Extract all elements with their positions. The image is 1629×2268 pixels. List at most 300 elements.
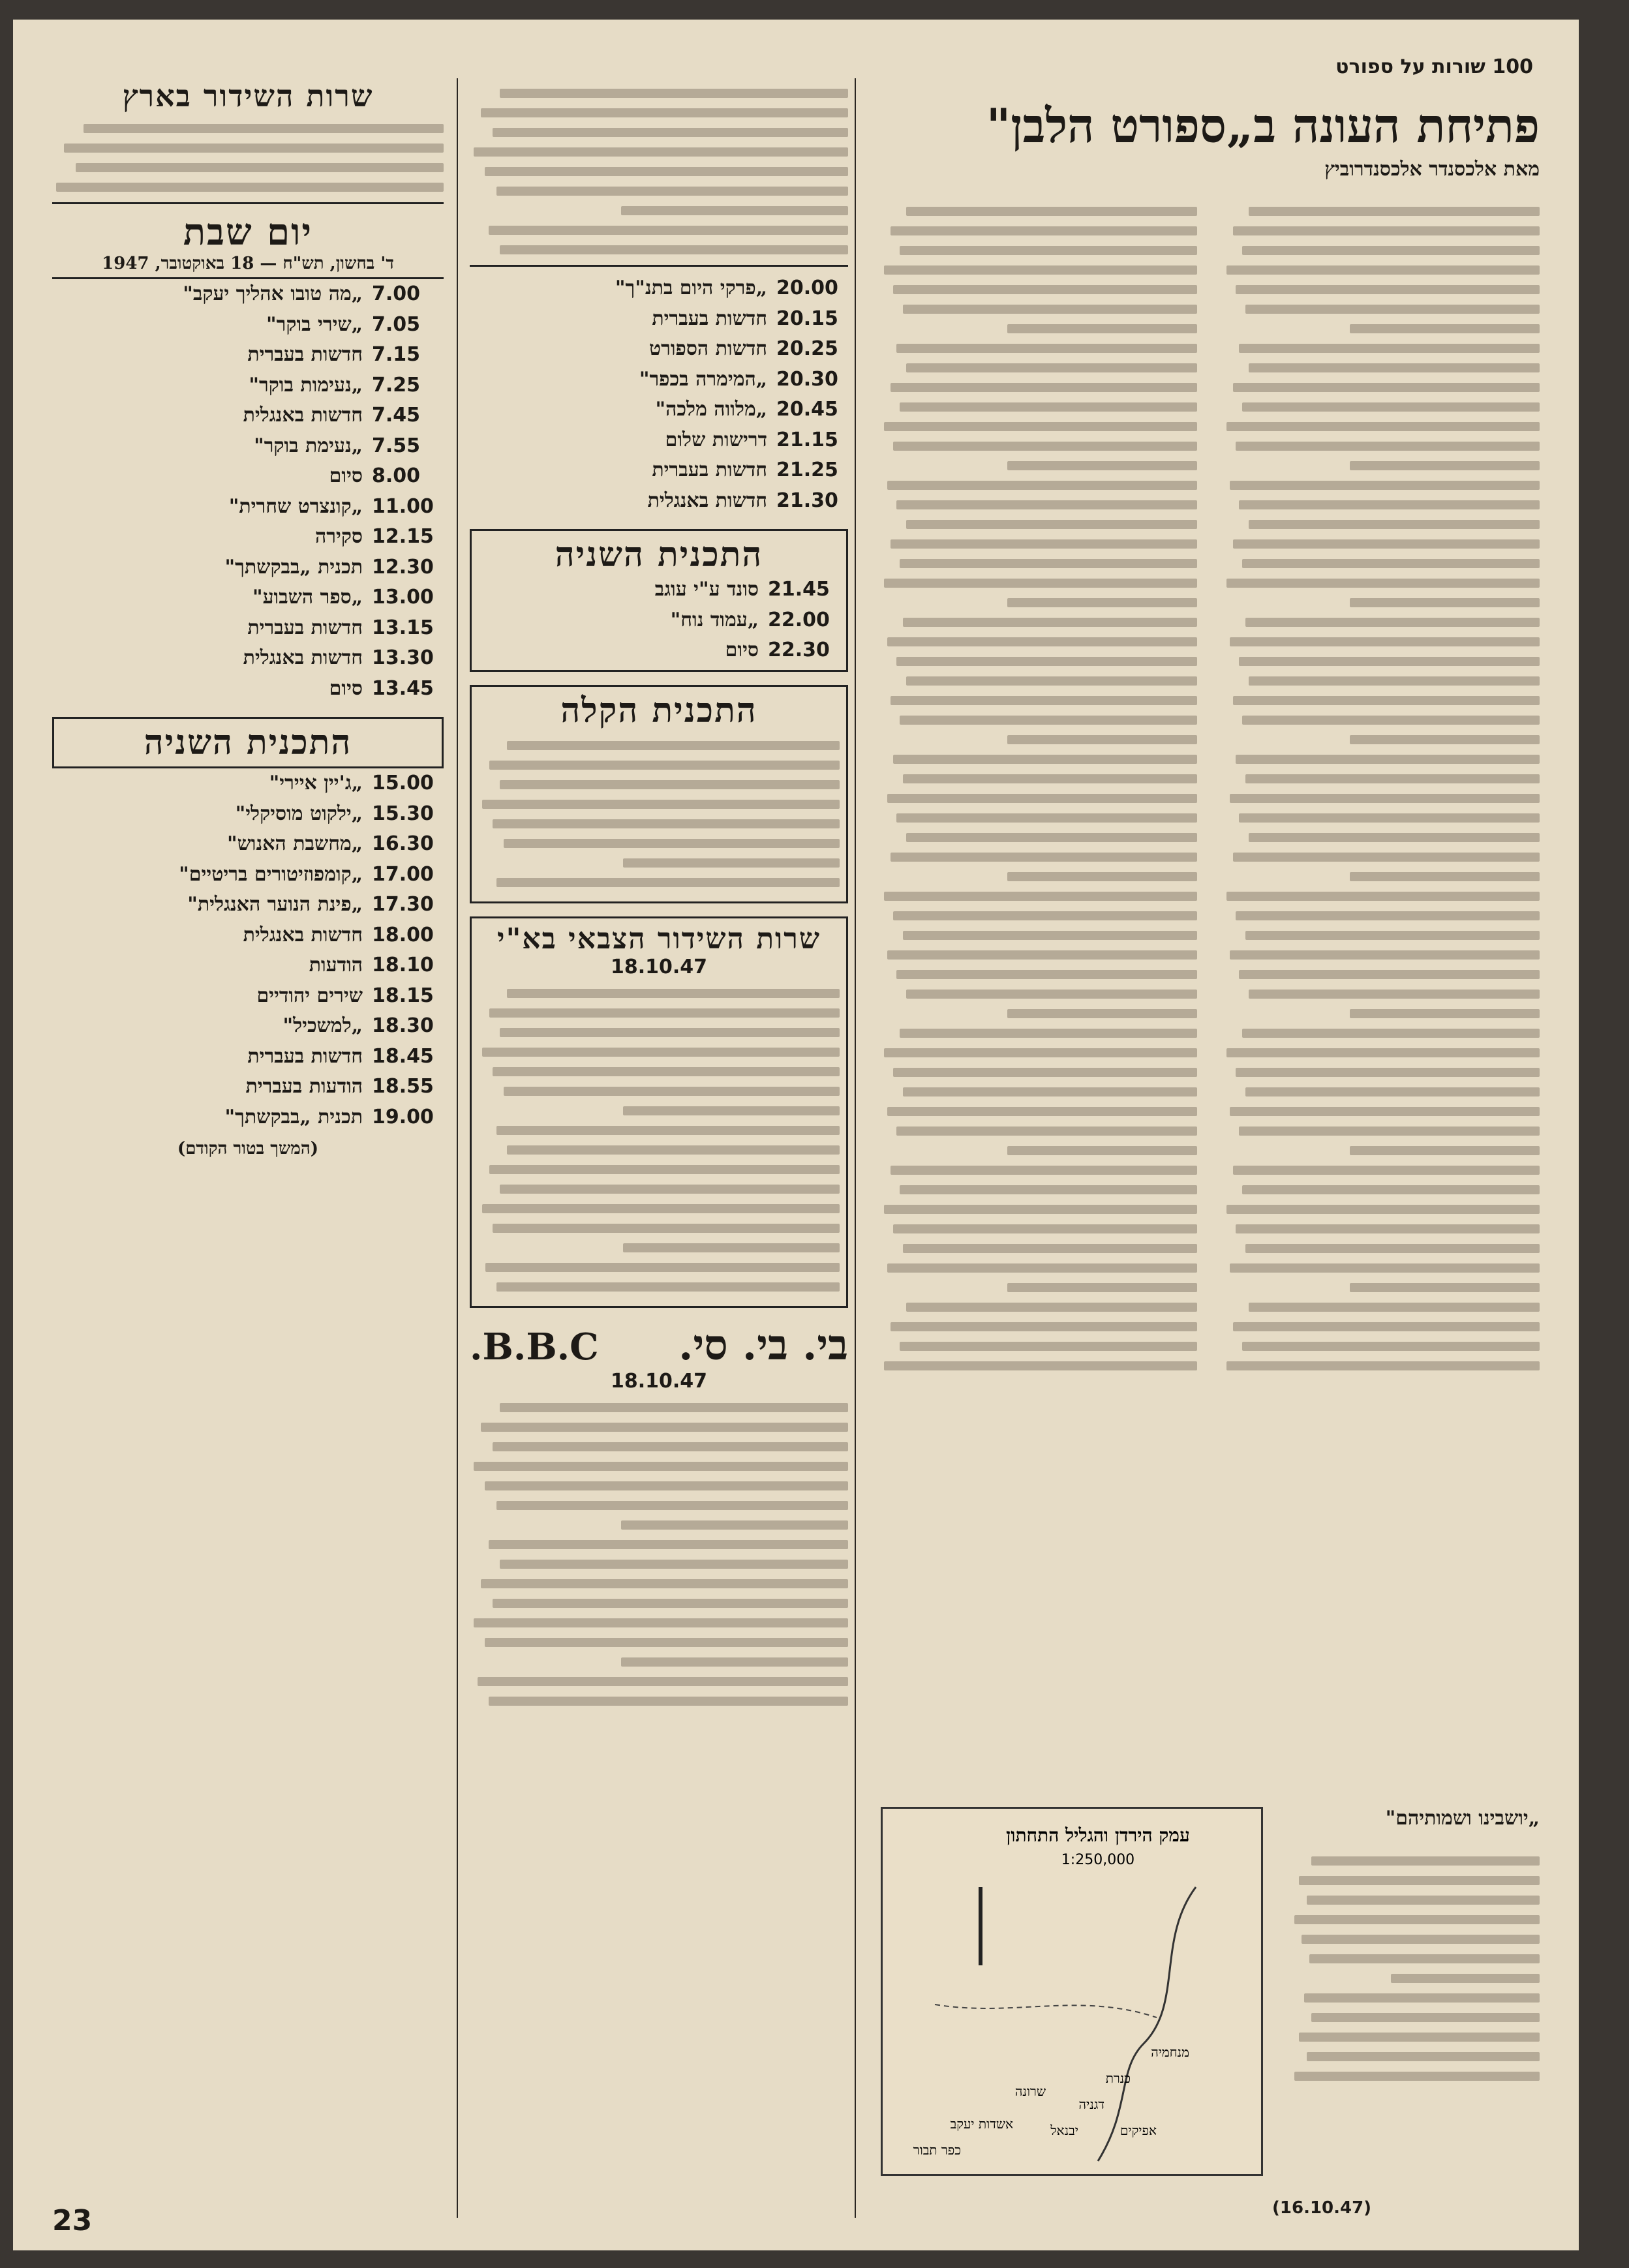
bbc-title-hebrew: בי. בי. סי.: [678, 1320, 848, 1370]
article-text-col-b: [881, 196, 1197, 1381]
article-byline: מאת אלכסנדר אלכסנדרוביץ: [1324, 158, 1540, 181]
schedule-time: 7.15: [372, 343, 421, 366]
text-line: [489, 1540, 848, 1549]
newspaper-page: [13, 20, 1579, 2250]
text-line: [1299, 2033, 1540, 2042]
text-line: [84, 124, 444, 133]
map-place-label: אשדות יעקב: [950, 2116, 1013, 2132]
text-line: [474, 1618, 848, 1627]
text-line: [493, 1224, 840, 1233]
text-line: [485, 1638, 848, 1647]
schedule-time: 18.45: [372, 1044, 434, 1068]
schedule-item: סיום: [329, 464, 363, 487]
text-line: [1245, 1087, 1540, 1096]
text-line: [1226, 265, 1540, 275]
schedule-time: 11.00: [372, 494, 434, 518]
text-line: [496, 878, 840, 887]
text-line: [489, 1697, 848, 1706]
text-line: [1311, 2013, 1540, 2022]
map-places: [913, 2044, 1189, 2158]
text-line: [1239, 344, 1540, 353]
left-schedule-2: [52, 768, 444, 1132]
text-line: [500, 1560, 848, 1569]
schedule-row: [52, 340, 444, 370]
left-column: [52, 78, 444, 2205]
day-title: יום שבת: [183, 211, 313, 254]
schedule-time: 13.45: [372, 676, 434, 700]
schedule-row: [470, 334, 848, 365]
schedule-item: „ג'יין איירי": [269, 772, 363, 794]
text-line: [1350, 735, 1540, 744]
schedule-item: הודעות: [309, 954, 363, 976]
text-line: [893, 911, 1197, 920]
military-title: שרות השידור הצבאי בא"י: [496, 922, 821, 956]
text-line: [1294, 1915, 1540, 1924]
schedule-item: „מלווה מלכה": [655, 398, 767, 421]
text-line: [1245, 305, 1540, 314]
schedule-row: [52, 890, 444, 920]
text-line: [496, 187, 848, 196]
text-line: [896, 970, 1197, 979]
text-line: [1350, 598, 1540, 607]
bbc-title-latin: B.B.C.: [470, 1325, 599, 1368]
text-line: [496, 1126, 840, 1135]
text-line: [887, 481, 1197, 490]
text-line: [906, 520, 1197, 529]
left-second-program-title: התכנית השניה: [144, 723, 352, 763]
text-line: [906, 1303, 1197, 1312]
text-line: [887, 1107, 1197, 1116]
text-line: [1242, 716, 1540, 725]
schedule-row: [52, 310, 444, 340]
schedule-row: [52, 552, 444, 583]
schedule-time: 8.00: [372, 464, 421, 487]
military-date: 18.10.47: [610, 955, 708, 978]
text-line: [887, 950, 1197, 960]
text-line: [884, 1361, 1197, 1370]
schedule-item: תכנית „בבקשתך": [224, 555, 363, 579]
schedule-item: „קומפוזיטורים בריטיים": [179, 862, 363, 886]
text-line: [891, 1322, 1197, 1331]
text-line: [893, 1068, 1197, 1077]
text-line: [1350, 1009, 1540, 1018]
schedule-row: [470, 455, 848, 486]
text-line: [1236, 911, 1540, 920]
text-line: [1239, 970, 1540, 979]
schedule-time: 20.45: [776, 398, 838, 421]
schedule-item: סונד ע"י עוגב: [654, 578, 759, 601]
schedule-row: [470, 395, 848, 425]
text-line: [621, 206, 848, 215]
text-line: [1350, 1283, 1540, 1292]
schedule-time: 16.30: [372, 832, 434, 855]
text-line: [896, 657, 1197, 666]
text-line: [1242, 402, 1540, 412]
text-line: [1230, 637, 1540, 646]
column-rule: [855, 78, 856, 2218]
schedule-row: [470, 273, 848, 304]
text-line: [1249, 1303, 1540, 1312]
text-line: [1233, 539, 1540, 549]
schedule-time: 12.30: [372, 555, 434, 579]
text-line: [896, 500, 1197, 509]
left-second-program-box: [52, 717, 444, 768]
text-line: [884, 579, 1197, 588]
text-line: [896, 1126, 1197, 1136]
schedule-time: 20.30: [776, 367, 838, 391]
text-line: [1350, 872, 1540, 881]
schedule-time: 20.15: [776, 307, 838, 330]
text-line: [884, 422, 1197, 431]
schedule-row: [52, 768, 444, 799]
text-line: [1249, 990, 1540, 999]
text-line: [891, 853, 1197, 862]
schedule-row: [52, 1042, 444, 1072]
text-line: [481, 1579, 848, 1588]
text-line: [1233, 853, 1540, 862]
text-line: [493, 128, 848, 137]
text-line: [76, 163, 444, 172]
river-path: [1098, 1887, 1196, 2161]
text-line: [1230, 1263, 1540, 1273]
text-line: [887, 637, 1197, 646]
text-line: [481, 108, 848, 117]
schedule-item: סיום: [725, 639, 759, 661]
text-line: [1307, 1896, 1540, 1905]
schedule-row: [52, 1102, 444, 1133]
text-line: [1245, 931, 1540, 940]
text-line: [474, 147, 848, 157]
text-line: [1226, 1205, 1540, 1214]
light-program-title: התכנית הקלה: [560, 690, 757, 731]
text-line: [891, 696, 1197, 705]
schedule-item: הודעות בעברית: [245, 1075, 363, 1098]
schedule-time: 17.00: [372, 862, 434, 886]
continued-note: (המשך בטור הקודם): [177, 1139, 319, 1158]
middle-text: [470, 89, 848, 254]
schedule-row: [52, 1072, 444, 1102]
text-line: [1299, 1876, 1540, 1885]
text-line: [500, 1403, 848, 1412]
schedule-item: חדשות בעברית: [247, 1044, 363, 1068]
schedule-time: 21.30: [776, 489, 838, 512]
schedule-item: חדשות בעברית: [652, 307, 767, 330]
map-figure: [881, 1807, 1263, 2176]
text-line: [500, 1028, 840, 1037]
text-line: [891, 226, 1197, 235]
schedule-row: [52, 829, 444, 860]
text-line: [1007, 324, 1197, 333]
text-line: [481, 1423, 848, 1432]
text-line: [1302, 1935, 1540, 1944]
schedule-row: [478, 605, 840, 636]
text-line: [887, 794, 1197, 803]
schedule-time: 12.15: [372, 525, 434, 548]
text-line: [489, 1165, 840, 1174]
schedule-time: 18.00: [372, 923, 434, 946]
text-line: [493, 819, 840, 828]
text-line: [64, 144, 444, 153]
schedule-row: [52, 431, 444, 462]
schedule-item: חדשות בעברית: [247, 616, 363, 639]
divider: [470, 265, 848, 267]
bbc-date: 18.10.47: [610, 1369, 708, 1393]
map-place-label: דגניה: [1078, 2096, 1104, 2112]
schedule-row: [52, 920, 444, 951]
schedule-row: [478, 575, 840, 605]
text-line: [906, 363, 1197, 372]
schedule-item: „נעימת בוקר": [254, 434, 363, 457]
map-place-label: יבנאל: [1050, 2123, 1078, 2138]
text-line: [1242, 1185, 1540, 1194]
schedule-item: חדשות באנגלית: [243, 923, 363, 946]
schedule-item: חדשות באנגלית: [243, 404, 363, 427]
text-line: [1007, 598, 1197, 607]
text-line: [1249, 833, 1540, 842]
schedule-time: 21.45: [768, 578, 830, 601]
schedule-time: 7.45: [372, 404, 421, 427]
text-line: [896, 344, 1197, 353]
text-line: [496, 1501, 848, 1510]
light-program-box: [470, 685, 848, 903]
map-date: (16.10.47): [1272, 2198, 1372, 2218]
text-line: [1249, 363, 1540, 372]
text-line: [1350, 461, 1540, 470]
text-line: [884, 1048, 1197, 1057]
map-caption: „יושבינו ושמותיהם": [1385, 1807, 1540, 1830]
schedule-row: [52, 643, 444, 674]
schedule-row: [478, 635, 840, 666]
schedule-row: [52, 522, 444, 552]
text-line: [493, 1067, 840, 1076]
text-line: [903, 305, 1197, 314]
text-line: [1249, 676, 1540, 686]
text-line: [500, 780, 840, 789]
map-title: עמק הירדן והגליל התחתון: [1006, 1824, 1190, 1846]
text-line: [489, 226, 848, 235]
text-line: [1239, 813, 1540, 823]
schedule-item: חדשות בעברית: [652, 459, 767, 481]
text-line: [1233, 383, 1540, 392]
text-line: [621, 1520, 848, 1530]
text-line: [1350, 324, 1540, 333]
text-line: [893, 755, 1197, 764]
schedule-time: 7.05: [372, 312, 421, 336]
text-line: [1226, 1048, 1540, 1057]
text-line: [496, 1282, 840, 1292]
text-line: [1242, 1029, 1540, 1038]
text-line: [1236, 285, 1540, 294]
text-line: [1233, 1322, 1540, 1331]
schedule-time: 13.15: [372, 616, 434, 639]
divider: [52, 202, 444, 204]
text-line: [906, 990, 1197, 999]
text-line: [1391, 1974, 1540, 1983]
text-line: [1294, 2072, 1540, 2081]
text-line: [1311, 1856, 1540, 1866]
section-kicker: 100 שורות על ספורט: [1335, 55, 1533, 78]
text-line: [482, 800, 840, 809]
text-line: [1239, 500, 1540, 509]
text-line: [891, 539, 1197, 549]
text-line: [1245, 774, 1540, 783]
schedule-row: [52, 370, 444, 401]
map-place-label: שרונה: [1014, 2083, 1046, 2099]
schedule-item: „המימרה בכפר": [639, 367, 767, 391]
schedule-row: [52, 981, 444, 1012]
text-line: [1236, 1224, 1540, 1233]
middle-schedule: [470, 273, 848, 516]
schedule-time: 17.30: [372, 893, 434, 916]
map-text: [1292, 1846, 1540, 2091]
text-line: [1233, 696, 1540, 705]
schedule-row: [52, 1011, 444, 1042]
schedule-row: [470, 365, 848, 395]
road-path: [935, 2004, 1157, 2018]
schedule-item: „ילקוט מוסיקלי": [235, 802, 363, 825]
text-line: [900, 402, 1197, 412]
schedule-time: 20.25: [776, 337, 838, 360]
text-line: [1242, 246, 1540, 255]
military-text: [478, 989, 840, 1292]
text-line: [504, 839, 840, 848]
text-line: [891, 383, 1197, 392]
text-line: [900, 559, 1197, 568]
text-line: [893, 442, 1197, 451]
text-line: [1233, 1166, 1540, 1175]
text-line: [1236, 442, 1540, 451]
schedule-item: חדשות הספורט: [648, 337, 767, 360]
schedule-row: [52, 674, 444, 704]
text-line: [1236, 1068, 1540, 1077]
text-line: [903, 774, 1197, 783]
text-line: [900, 1029, 1197, 1038]
text-line: [903, 931, 1197, 940]
schedule-time: 18.15: [372, 984, 434, 1007]
schedule-time: 18.30: [372, 1014, 434, 1037]
schedule-item: חדשות בעברית: [247, 343, 363, 366]
map-place-label: אפיקים: [1119, 2123, 1157, 2138]
schedule-item: „קונצרט שחרית": [228, 494, 363, 518]
schedule-row: [52, 950, 444, 981]
text-line: [507, 989, 840, 998]
schedule-time: 21.25: [776, 459, 838, 481]
schedule-item: חדשות באנגלית: [243, 646, 363, 669]
schedule-row: [470, 425, 848, 456]
text-line: [504, 1087, 840, 1096]
text-line: [1007, 1283, 1197, 1292]
schedule-time: 15.00: [372, 772, 434, 794]
schedule-time: 7.55: [372, 434, 421, 457]
schedule-item: „עמוד נוח": [670, 608, 759, 631]
broadcast-intro: [52, 124, 444, 192]
text-line: [1242, 1342, 1540, 1351]
schedule-item: חדשות באנגלית: [647, 489, 767, 512]
schedule-time: 19.00: [372, 1105, 434, 1128]
map-drawing: [883, 1809, 1261, 2174]
text-line: [489, 1008, 840, 1018]
schedule-item: תכנית „בבקשתך": [224, 1105, 363, 1128]
schedule-time: 13.30: [372, 646, 434, 669]
text-line: [1242, 559, 1540, 568]
text-line: [1307, 2052, 1540, 2061]
schedule-row: [52, 799, 444, 830]
second-program-schedule: [478, 575, 840, 666]
schedule-time: 15.30: [372, 802, 434, 825]
text-line: [1007, 1009, 1197, 1018]
schedule-item: „פינת הנוער האנגלית": [187, 893, 363, 916]
map-place-label: כנרת: [1105, 2070, 1131, 2086]
text-line: [1350, 1146, 1540, 1155]
schedule-item: דרישות שלום: [665, 428, 767, 451]
schedule-row: [52, 401, 444, 431]
map-section: [881, 1807, 1540, 2224]
schedule-row: [52, 461, 444, 492]
schedule-row: [52, 492, 444, 522]
map-place-label: מנחמיה: [1151, 2044, 1189, 2060]
light-program-text: [478, 741, 840, 887]
text-line: [485, 1263, 840, 1272]
text-line: [1007, 735, 1197, 744]
schedule-item: „שירי בוקר": [266, 312, 363, 336]
text-line: [906, 207, 1197, 216]
schedule-row: [52, 860, 444, 890]
text-line: [900, 1342, 1197, 1351]
left-schedule: [52, 279, 444, 704]
text-line: [884, 892, 1197, 901]
second-program-box: [470, 529, 848, 672]
text-line: [1226, 422, 1540, 431]
page-number: 23: [52, 2204, 93, 2237]
text-line: [485, 1481, 848, 1490]
text-line: [1007, 1146, 1197, 1155]
text-line: [478, 1677, 848, 1686]
text-line: [489, 761, 840, 770]
schedule-row: [470, 486, 848, 517]
text-line: [893, 1224, 1197, 1233]
map-scale: 1:250,000: [1061, 1852, 1135, 1868]
column-rule: [457, 78, 458, 2218]
text-line: [485, 167, 848, 176]
middle-column: [470, 78, 848, 2218]
schedule-time: 22.00: [768, 608, 830, 631]
text-line: [1239, 657, 1540, 666]
text-line: [903, 1244, 1197, 1253]
text-line: [1007, 461, 1197, 470]
text-line: [1007, 872, 1197, 881]
schedule-time: 13.00: [372, 586, 434, 609]
text-line: [903, 618, 1197, 627]
schedule-item: סיום: [329, 676, 363, 700]
date-line: ד' בחשון, תש"ח — 18 באוקטובר, 1947: [52, 254, 444, 279]
schedule-item: „נעימות בוקר": [249, 373, 363, 397]
text-line: [1226, 579, 1540, 588]
schedule-time: 18.55: [372, 1075, 434, 1098]
text-line: [1309, 1954, 1540, 1963]
broadcast-title: שרות השידור בארץ: [122, 78, 374, 113]
text-line: [1249, 207, 1540, 216]
text-line: [1230, 481, 1540, 490]
text-line: [500, 245, 848, 254]
text-line: [1245, 1244, 1540, 1253]
schedule-item: „פרקי היום בתנ"ך": [615, 277, 767, 299]
text-line: [884, 1205, 1197, 1214]
schedule-item: „מחשבת האנוש": [226, 832, 363, 855]
text-line: [1230, 950, 1540, 960]
text-line: [903, 1087, 1197, 1096]
schedule-time: 20.00: [776, 277, 838, 299]
text-line: [900, 716, 1197, 725]
